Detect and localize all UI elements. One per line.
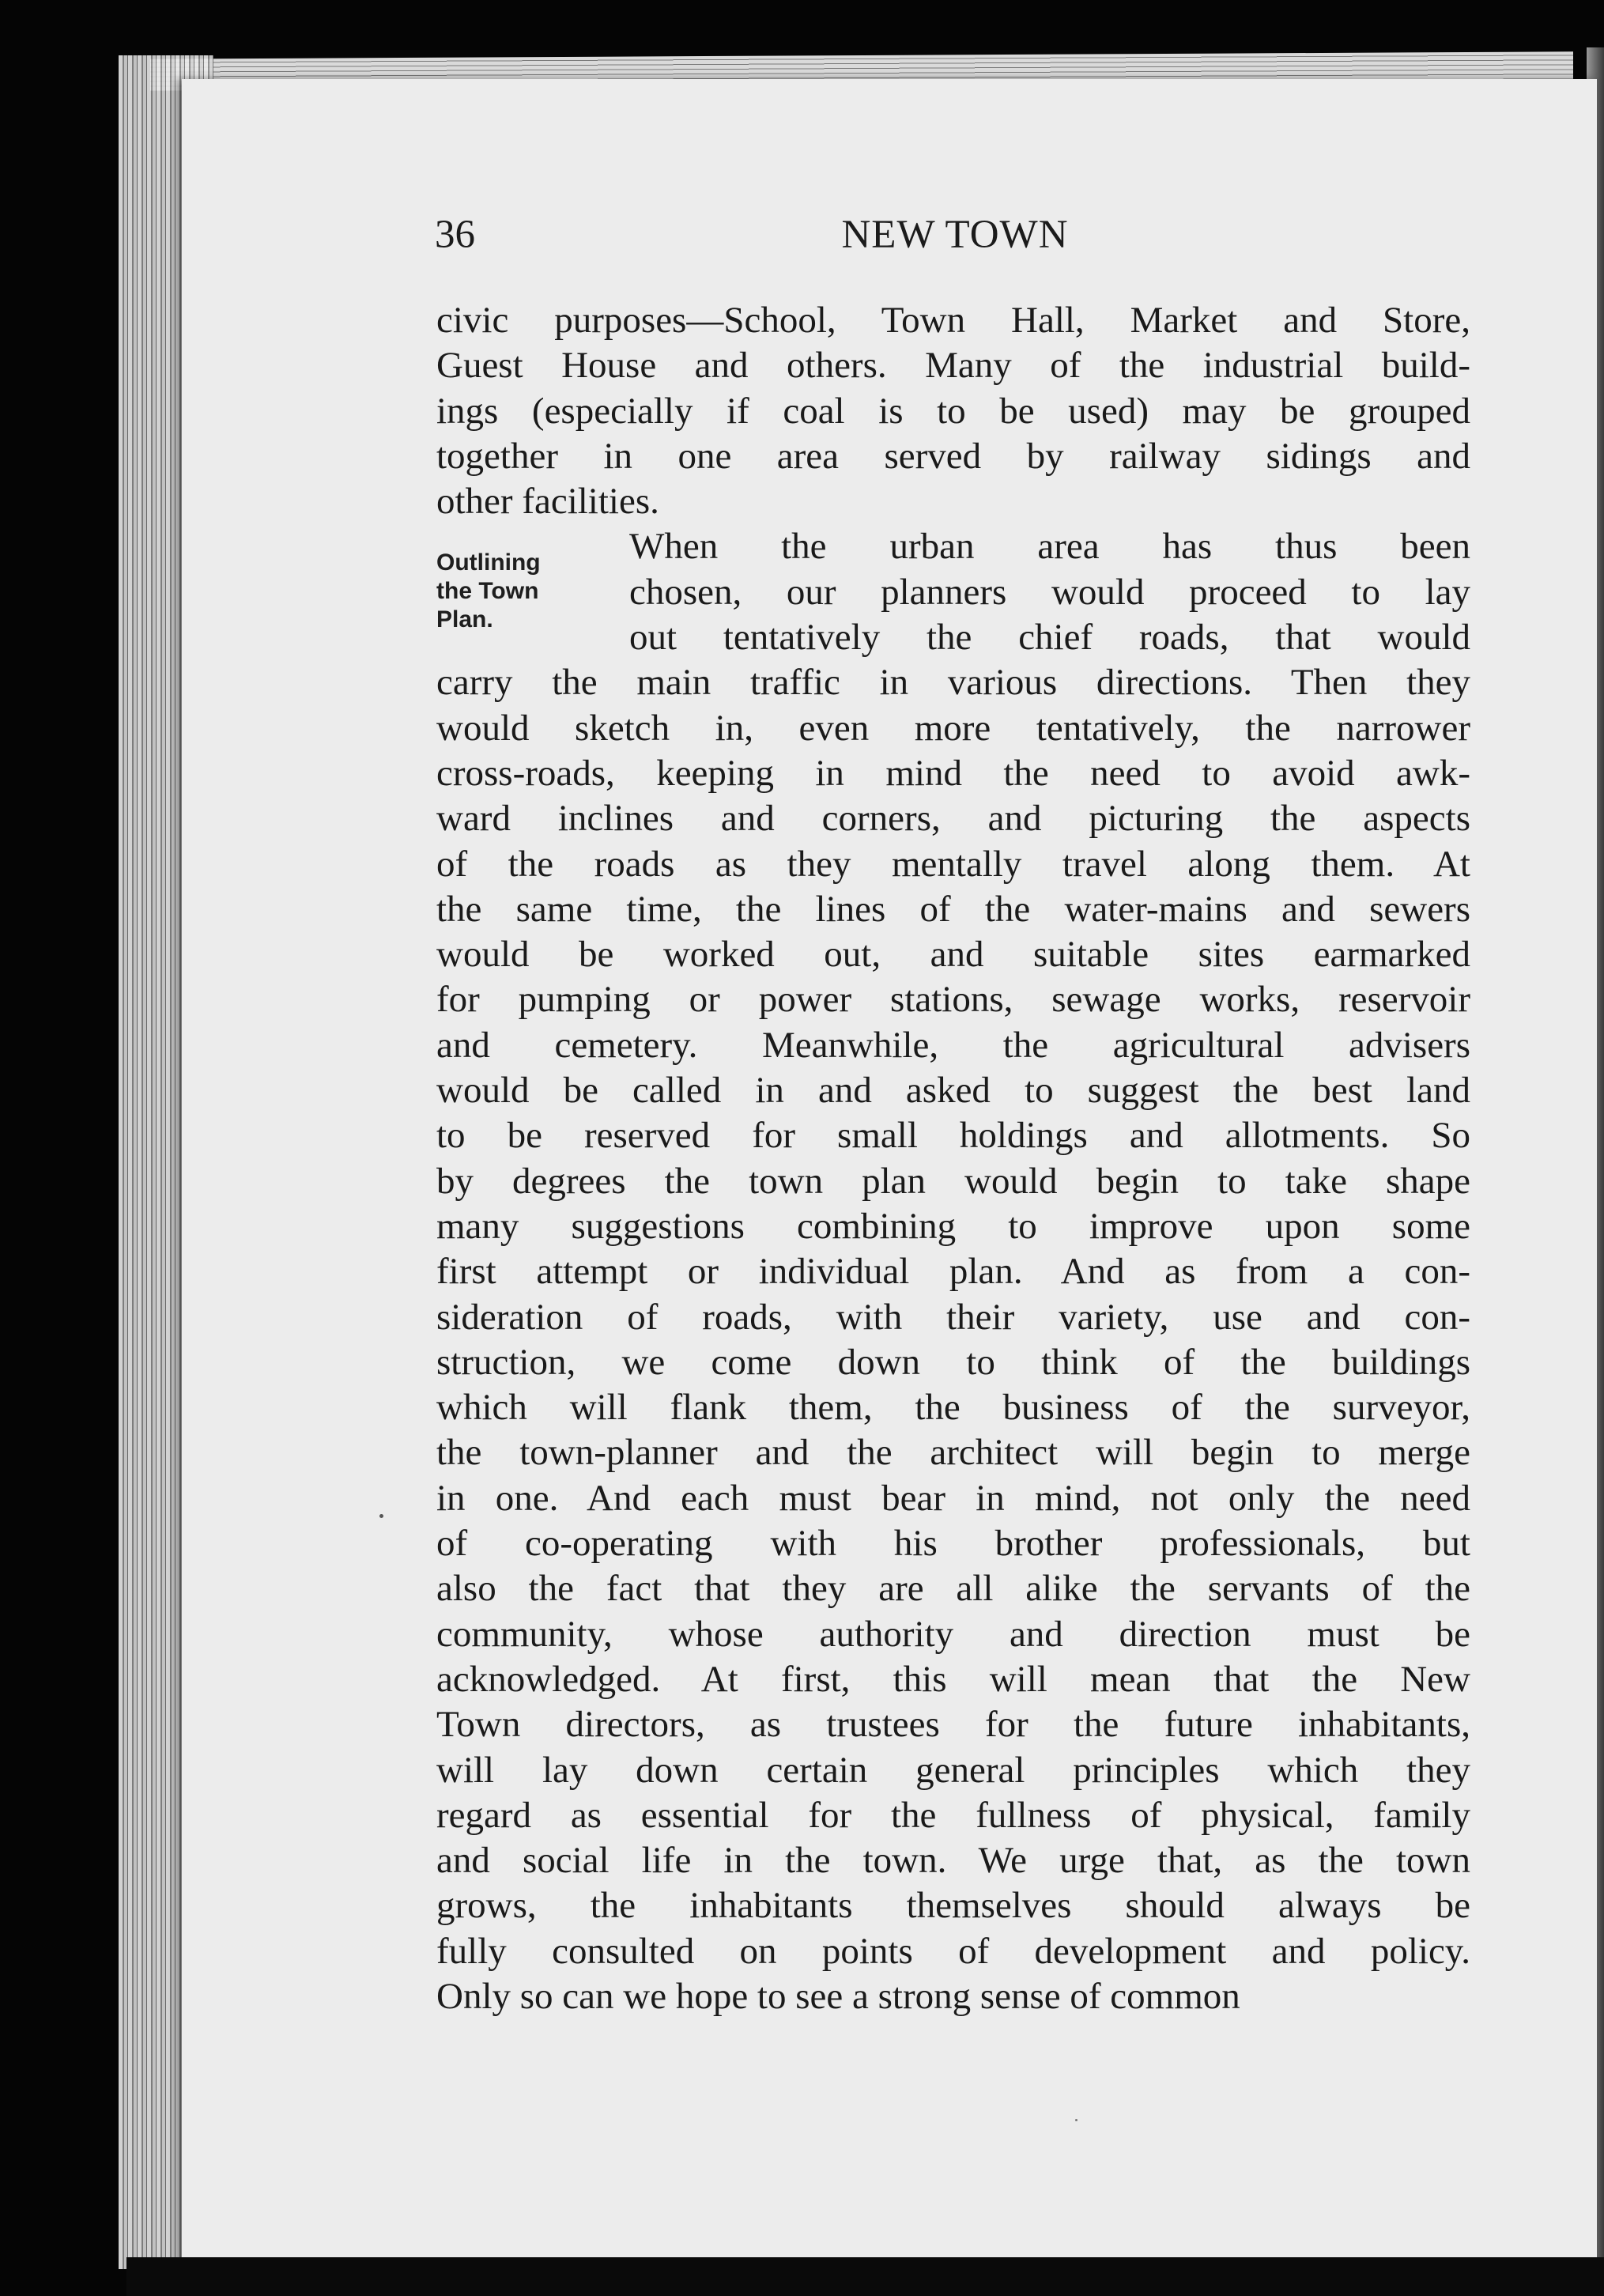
text-line: would sketch in, even more tentatively, the narrower [436, 707, 1470, 749]
text-line: cross-roads, keeping in mind the need to avoid awk- [436, 752, 1470, 794]
text-line: for pumping or power stations, sewage works, reservoir [436, 979, 1470, 1021]
text-line: the same time, the lines of the water-mains and sewers [436, 888, 1470, 930]
text-line: which will flank them, the business of the surveyor, [436, 1387, 1470, 1429]
text-line: out tentatively the chief roads, that would [629, 617, 1470, 659]
body-text [436, 298, 1470, 2019]
text-line: in one. And each must bear in mind, not only the need [436, 1477, 1470, 1519]
text-line: civic purposes—School, Town Hall, Market and Store, [436, 300, 1470, 341]
margin-note-line: Plan. [436, 606, 493, 633]
dust-speck [379, 1514, 383, 1518]
text-line: acknowledged. At first, this will mean that the New [436, 1658, 1470, 1700]
paragraph-2 [436, 524, 1470, 2019]
running-head [435, 212, 1475, 267]
text-line: other facilities. [436, 481, 659, 523]
text-line: also the fact that they are all alike the servants of the [436, 1568, 1470, 1610]
text-line: of co-operating with his brother professionals, but [436, 1523, 1470, 1565]
text-line: many suggestions combining to improve upon some [436, 1205, 1470, 1247]
text-line: ings (especially if coal is to be used) may be grouped [436, 390, 1470, 432]
text-line: would be called in and asked to suggest the best land [436, 1070, 1470, 1112]
text-line: Only so can we hope to see a strong sense of common [436, 1975, 1240, 2017]
paragraph-1 [436, 298, 1470, 524]
text-line: grows, the inhabitants themselves should always be [436, 1885, 1470, 1927]
text-line: first attempt or individual plan. And as from a con- [436, 1251, 1470, 1293]
text-line: would be worked out, and suitable sites earmarked [436, 934, 1470, 976]
text-line: of the roads as they mentally travel along them. At [436, 843, 1470, 885]
text-line: When the urban area has thus been [629, 526, 1470, 568]
text-line: fully consulted on points of development and policy. [436, 1930, 1470, 1972]
margin-note-line: Outlining [436, 549, 541, 576]
text-line: together in one area served by railway sidings and [436, 435, 1470, 477]
indented-lines [436, 524, 1470, 660]
text-line: will lay down certain general principles which they [436, 1749, 1470, 1791]
text-line: the town-planner and the architect will begin to merge [436, 1432, 1470, 1474]
text-line: and cemetery. Meanwhile, the agricultural advisers [436, 1024, 1470, 1066]
text-line: chosen, our planners would proceed to lay [629, 571, 1470, 613]
scan-bottom-band [126, 2257, 1604, 2296]
text-line: community, whose authority and direction must be [436, 1613, 1470, 1655]
text-line: sideration of roads, with their variety, use and con- [436, 1296, 1470, 1338]
text-line: by degrees the town plan would begin to take shape [436, 1160, 1470, 1202]
text-line: to be reserved for small holdings and allotments. So [436, 1115, 1470, 1157]
paragraph-2-lines [436, 660, 1470, 2019]
text-line: carry the main traffic in various directions. Then they [436, 662, 1470, 704]
text-line: Town directors, as trustees for the future inhabitants, [436, 1704, 1470, 1746]
text-line: Guest House and others. Many of the industrial build- [436, 345, 1470, 387]
page-number: 36 [435, 213, 475, 257]
running-title: NEW TOWN [841, 213, 1069, 257]
dust-speck [1075, 2119, 1078, 2121]
text-line: regard as essential for the fullness of physical, family [436, 1794, 1470, 1836]
text-line: struction, we come down to think of the buildings [436, 1341, 1470, 1383]
text-line: ward inclines and corners, and picturing the aspects [436, 798, 1470, 840]
margin-note-line: the Town [436, 578, 539, 604]
text-line: and social life in the town. We urge that, as the town [436, 1840, 1470, 1882]
